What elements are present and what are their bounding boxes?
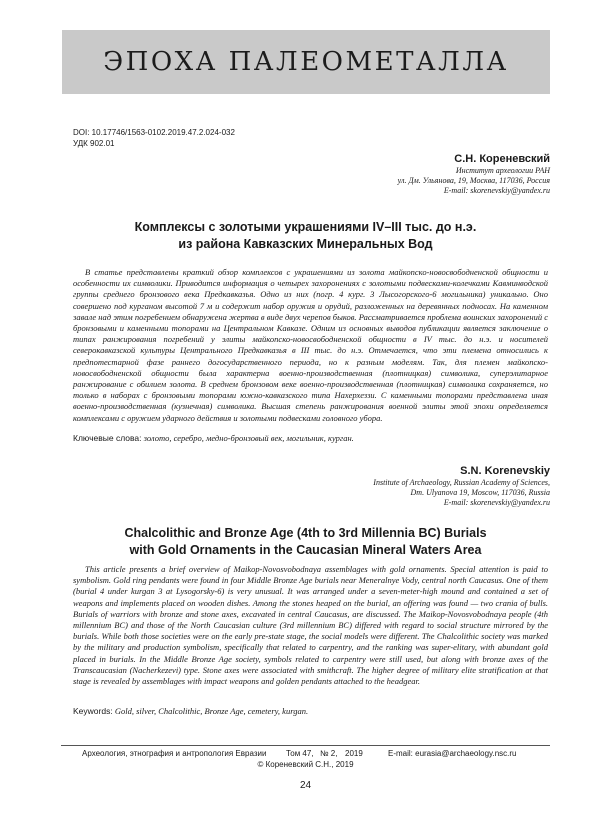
- ru-affiliation-line: Институт археологии РАН: [455, 166, 550, 175]
- en-affiliation-line: Institute of Archaeology, Russian Academy of Sciences,: [373, 478, 550, 487]
- footer-volume: Том 47,: [286, 749, 314, 758]
- ru-keywords-label: Ключевые слова:: [73, 433, 142, 443]
- footer-year: 2019: [345, 749, 363, 758]
- ru-email: E-mail: skorenevskiy@yandex.ru: [443, 186, 550, 195]
- en-author-name: S.N. Korenevskiy: [460, 465, 550, 477]
- en-affiliation-line: Dm. Ulyanova 19, Moscow, 117036, Russia: [410, 488, 550, 497]
- en-title-line: Chalcolithic and Bronze Age (4th to 3rd Millennia BC) Burials: [124, 526, 487, 540]
- ru-keywords-text: золото, серебро, медно-бронзовый век, могильник, курган.: [143, 433, 354, 443]
- ru-article-title: [61, 219, 550, 253]
- en-author-block: [373, 464, 550, 508]
- ru-title-line: из района Кавказских Минеральных Вод: [178, 237, 433, 251]
- en-article-title: [61, 525, 550, 559]
- udc: УДК 902.01: [73, 139, 115, 148]
- en-keywords-text: Gold, silver, Chalcolithic, Bronze Age, cemetery, kurgan.: [114, 706, 309, 716]
- footer-copyright: © Кореневский С.Н., 2019: [257, 760, 354, 769]
- en-keywords: [73, 706, 548, 717]
- section-banner: [62, 30, 550, 94]
- ru-abstract: В статье представлены краткий обзор комплексов с украшениями из золота майкопско-новосвободненской общности и особенности их символики. Приводится информация о четырех захоронениях с золотыми подвесками-колечками Кавминводской группы среднего бронзового века Предкавказья. Одно из них (погр. 4 кург. 3 Лысогорского-6 могильника) уникально. Оно совершено под курганом высотой 7 м и содержит набор оружия и орудий, разложенных на деревянных подносах. На каменном завале над этим погребением обнаружена жертва в виде двух черепов быков. Рассматривается проблема воинских захоронений с бронзовыми и каменными топорами на Центральном Кавказе. Одним из основных выводов публикации является заключение о типах ранжирования погребений у элиты майкопско-новосвободненской общности в IV тыс. до н.э. и носителей северокавказской культуры Центрального Предкавказья в III тыс. до н.э. Отмечается, что эти племена относились к предпотестарной фазе раннего догосударственного периода, но к разным моделям. Так, для племен майкопско-новосвободненской общности была характерна военно-производственная (плотницкая) символика, суперэлитарное ранжирование с обилием золота. В среднем бронзовом веке военно-производственная (плотницкая) символика сохраняется, но только в наборах с бронзовыми топорами южно-кавказского типа Нахерхеззи. С каменными топорами представлена иная военно-производственная (кузнечная) символика. Высшая степень ранжирования военной элиты этой эпохи определяется комплексами с оружием ударного действия и золотыми подвесками головного убора.: [73, 267, 548, 423]
- footer-issue: № 2,: [320, 749, 338, 758]
- footer-journal: Археология, этнография и антропология Евразии: [82, 749, 267, 758]
- footer-email: E-mail: eurasia@archaeology.nsc.ru: [388, 749, 517, 758]
- ru-title-line: Комплексы с золотыми украшениями IV–III тыс. до н.э.: [134, 220, 477, 234]
- footer-divider: [61, 745, 550, 746]
- en-email: E-mail: skorenevskiy@yandex.ru: [443, 498, 550, 507]
- ru-keywords: [73, 433, 548, 444]
- en-abstract: This article presents a brief overview of Maikop-Novosvobodnaya assemblages with gold ornaments. Special attention is paid to symbolism. Gold ring pendants were found in four Middle Bronze Age burials near Meneralnye Vody, central north Caucasus. One of them (burial 4 under kurgan 3 at Lysogorsky-6) is very unusual. It was arranged under a seven-meter-high mound and contained a set of weapons and implements placed on wooden dishes. Among the stones heaped on the burial, an offering was found — two crania of bulls. Burials of warriors with bronze and stone axes, excavated in central Caucasus, are discussed. The Maikop-Novosvobodnaya people (4th millennium BC) and those of the North Caucasian culture (3rd millennium BC) differed with regard to social structure mirrored by the burials. While both those societies were on the early pre-state stage, the social models were different. The Chalcolithic society was marked by the military and production symbolism, specifically that related to carpentry, and the ranking was super-elitary, with abundant gold placed in burials. In the Middle Bronze Age society, symbols related to carpentry were still used, but along with bronze axes of the Transcaucasian (Nacherkezevi) type. Stone axes were associated with smithcraft. The higher degree of military elite stratification at that stage is revealed by assemblages with impact weapons and golden pendants attached to the headgear.: [73, 564, 548, 687]
- doi: DOI: 10.17746/1563-0102.2019.47.2.024-032: [73, 128, 235, 137]
- ru-author-name: С.Н. Кореневский: [454, 153, 550, 165]
- page-number: 24: [299, 780, 312, 791]
- ru-author-block: [398, 152, 550, 196]
- ru-affiliation-line: ул. Дм. Ульянова, 19, Москва, 117036, Россия: [397, 176, 550, 185]
- section-title: ЭПОХА ПАЛЕОМЕТАЛЛА: [103, 47, 509, 77]
- en-title-line: with Gold Ornaments in the Caucasian Mineral Waters Area: [129, 543, 482, 557]
- en-keywords-label: Keywords:: [73, 706, 113, 716]
